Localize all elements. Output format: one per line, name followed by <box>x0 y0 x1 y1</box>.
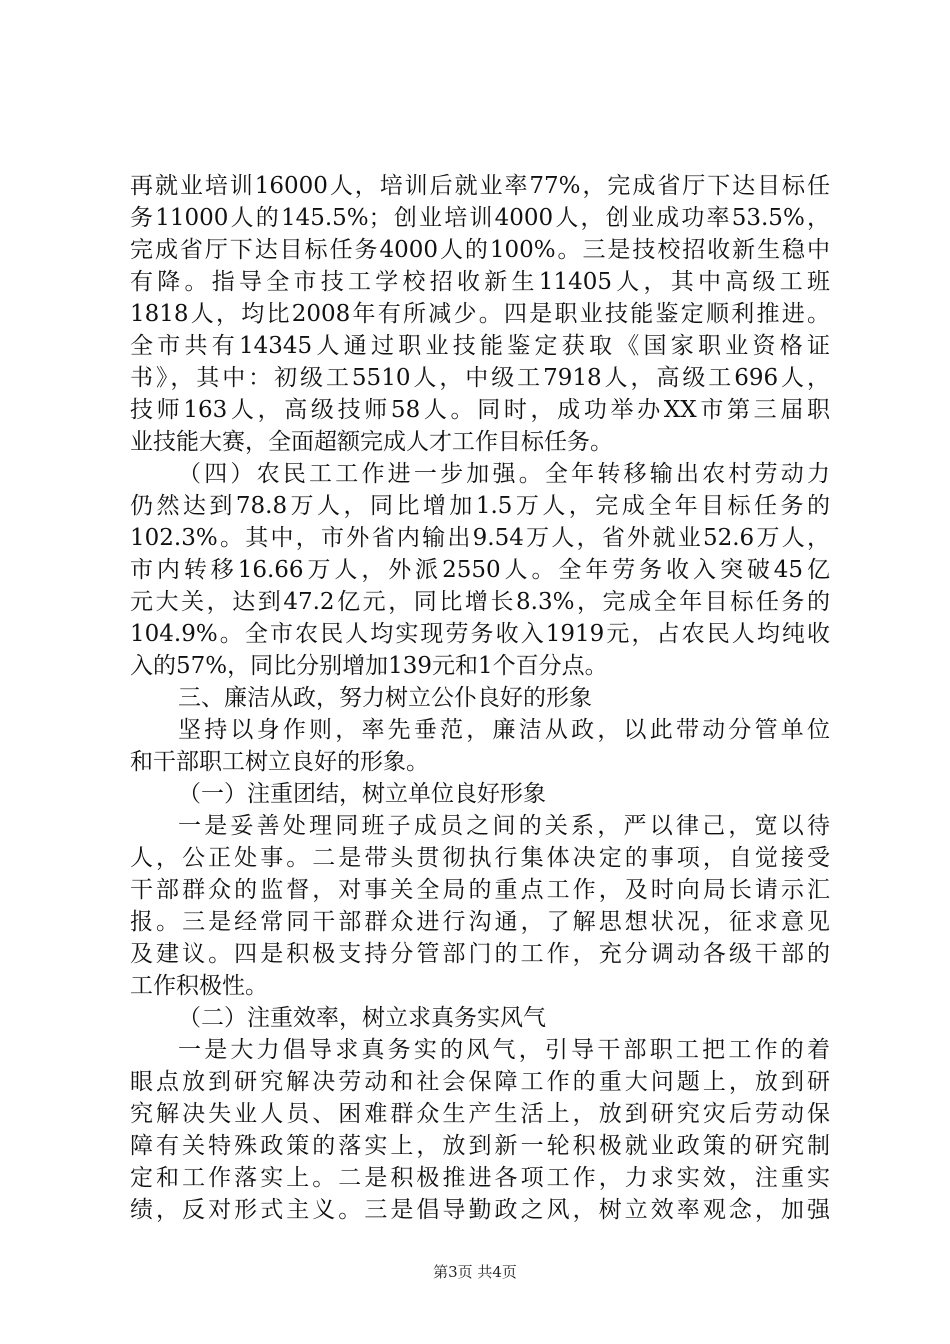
text-line: 干部群众的监督，对事关全局的重点工作，及时向局长请示汇 <box>130 877 830 903</box>
text-line: 究解决失业人员、困难群众生产生活上，放到研究灾后劳动保 <box>130 1101 830 1127</box>
text-line: 坚持以身作则，率先垂范，廉洁从政，以此带动分管单位 <box>178 717 830 743</box>
text-line: 全市共有14345人通过职业技能鉴定获取《国家职业资格证 <box>130 333 830 359</box>
text-line: 一是大力倡导求真务实的风气，引导干部职工把工作的着 <box>178 1037 830 1063</box>
text-line: 和干部职工树立良好的形象。 <box>130 749 429 775</box>
text-line: 元大关，达到47.2亿元，同比增长8.3%，完成全年目标任务的 <box>130 589 830 615</box>
text-line: 104.9%。全市农民人均实现劳务收入1919元，占农民人均纯收 <box>130 621 830 647</box>
text-line: 一是妥善处理同班子成员之间的关系，严以律己，宽以待 <box>178 813 830 839</box>
text-line: 入的57%，同比分别增加139元和1个百分点。 <box>130 653 608 679</box>
text-line: 人，公正处事。二是带头贯彻执行集体决定的事项，自觉接受 <box>130 845 830 871</box>
text-line: 仍然达到78.8万人，同比增加1.5万人，完成全年目标任务的 <box>130 493 830 519</box>
text-line: 市内转移16.66万人，外派2550人。全年劳务收入突破45亿 <box>130 557 830 583</box>
text-line: 障有关特殊政策的落实上，放到新一轮积极就业政策的研究制 <box>130 1133 830 1159</box>
text-line: 绩，反对形式主义。三是倡导勤政之风，树立效率观念，加强 <box>130 1197 830 1223</box>
text-line: 1818人，均比2008年有所减少。四是职业技能鉴定顺利推进。 <box>130 301 830 327</box>
page-footer: 第3页 共4页 <box>433 1263 517 1281</box>
text-line: 三、廉洁从政，努力树立公仆良好的形象 <box>178 685 592 711</box>
document-body <box>130 170 830 1226</box>
text-line: 技师163人，高级技师58人。同时，成功举办XX市第三届职 <box>130 397 830 423</box>
text-line: 报。三是经常同干部群众进行沟通，了解思想状况，征求意见 <box>130 909 830 935</box>
text-line: 及建议。四是积极支持分管部门的工作，充分调动各级干部的 <box>130 941 830 967</box>
text-line: 书》，其中：初级工5510人，中级工7918人，高级工696人， <box>130 365 830 391</box>
text-line: 定和工作落实上。二是积极推进各项工作，力求实效，注重实 <box>130 1165 830 1191</box>
text-line: 眼点放到研究解决劳动和社会保障工作的重大问题上，放到研 <box>130 1069 830 1095</box>
text-line: 再就业培训16000人，培训后就业率77%，完成省厅下达目标任 <box>130 173 830 199</box>
text-line: 有降。指导全市技工学校招收新生11405人，其中高级工班 <box>130 269 830 295</box>
text-line: （一）注重团结，树立单位良好形象 <box>178 781 546 807</box>
text-line: （二）注重效率，树立求真务实风气 <box>178 1005 546 1031</box>
text-line: 102.3%。其中，市外省内输出9.54万人，省外就业52.6万人， <box>130 525 830 551</box>
text-line: 完成省厅下达目标任务4000人的100%。三是技校招收新生稳中 <box>130 237 830 263</box>
text-line: （四）农民工工作进一步加强。全年转移输出农村劳动力 <box>178 461 830 487</box>
text-line: 业技能大赛，全面超额完成人才工作目标任务。 <box>130 429 613 455</box>
text-line: 务11000人的145.5%；创业培训4000人，创业成功率53.5%， <box>130 205 830 231</box>
text-line: 工作积极性。 <box>130 973 268 999</box>
